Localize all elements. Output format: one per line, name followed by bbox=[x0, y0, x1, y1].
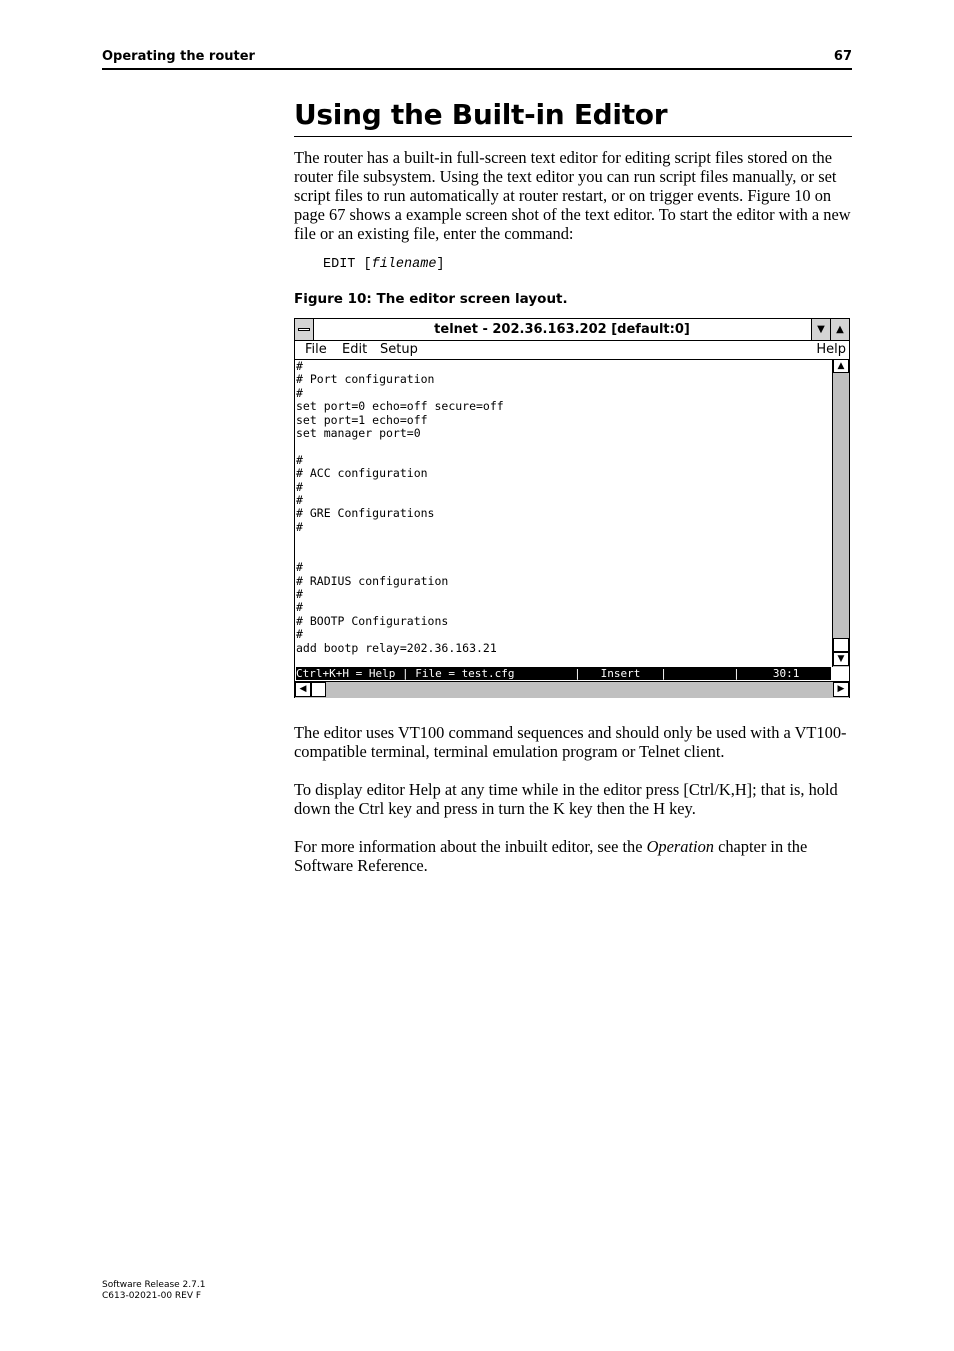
paragraph-vt100: The editor uses VT100 command sequences and should only be used with a VT100-compatible terminal, terminal emulation program or Telnet client. bbox=[294, 723, 847, 761]
more-info-italic: Operation bbox=[646, 837, 714, 856]
editor-line: # RADIUS configuration bbox=[296, 573, 449, 588]
scroll-right-icon[interactable]: ▶ bbox=[833, 682, 849, 697]
editor-line: # bbox=[296, 627, 303, 642]
editor-status-line: Ctrl+K+H = Help | File = test.cfg | Insert | | 30:1 bbox=[296, 667, 831, 680]
editor-line: # bbox=[296, 493, 303, 508]
editor-window-screenshot bbox=[294, 318, 850, 698]
editor-line bbox=[296, 548, 830, 561]
editor-line: # bbox=[296, 586, 303, 601]
editor-line: # bbox=[296, 479, 303, 494]
chapter-title: Operating the router bbox=[102, 49, 255, 64]
editor-line: # bbox=[296, 385, 303, 400]
command-keyword: EDIT [ bbox=[323, 257, 372, 272]
maximize-icon[interactable]: ▲ bbox=[830, 319, 849, 340]
system-menu-icon[interactable] bbox=[295, 319, 314, 340]
paragraph-help: To display editor Help at any time while in the editor press [Ctrl/K,H]; that is, hold down the Ctrl key and press in turn the K key then the H key. bbox=[294, 780, 838, 818]
more-info-after: chapter in the Software Reference. bbox=[294, 837, 808, 875]
editor-line: # bbox=[296, 560, 303, 575]
footer-release: Software Release 2.7.1 bbox=[102, 1280, 206, 1290]
scroll-left-icon[interactable]: ◀ bbox=[295, 682, 311, 697]
section-title: Using the Built-in Editor bbox=[294, 96, 852, 137]
scroll-down-icon[interactable]: ▼ bbox=[833, 652, 849, 666]
page-number: 67 bbox=[833, 49, 852, 64]
command-param: filename bbox=[371, 257, 437, 272]
editor-line: # ACC configuration bbox=[296, 466, 428, 481]
menu-bar bbox=[295, 341, 849, 360]
vertical-scroll-thumb[interactable] bbox=[833, 638, 849, 652]
menu-help[interactable]: Help bbox=[816, 342, 846, 357]
window-titlebar bbox=[295, 319, 849, 341]
command-suffix: ] bbox=[436, 257, 445, 272]
editor-line bbox=[296, 534, 830, 547]
editor-line: add bootp relay=202.36.163.21 bbox=[296, 640, 497, 655]
scroll-up-icon[interactable]: ▲ bbox=[833, 359, 849, 373]
horizontal-scrollbar[interactable] bbox=[295, 681, 849, 698]
paragraph-more-info bbox=[294, 837, 854, 875]
running-header bbox=[102, 47, 852, 70]
vertical-scrollbar[interactable] bbox=[832, 359, 849, 667]
page-footer bbox=[102, 1280, 205, 1302]
window-title: telnet - 202.36.163.202 [default:0] bbox=[434, 322, 690, 337]
editor-text-area[interactable] bbox=[296, 360, 830, 666]
editor-line: # BOOTP Configurations bbox=[296, 613, 449, 628]
editor-line: # GRE Configurations bbox=[296, 506, 435, 521]
editor-line: # bbox=[296, 360, 303, 373]
footer-doc-id: C613-02021-00 REV F bbox=[102, 1291, 202, 1301]
editor-line: set port=0 echo=off secure=off bbox=[296, 399, 504, 414]
editor-line: set port=1 echo=off bbox=[296, 412, 428, 427]
after-figure-text bbox=[294, 723, 854, 875]
editor-line bbox=[296, 440, 830, 453]
command-line bbox=[294, 252, 852, 272]
menu-file[interactable]: File bbox=[305, 342, 327, 357]
editor-line: # bbox=[296, 519, 303, 534]
horizontal-scroll-thumb[interactable] bbox=[311, 682, 326, 697]
menu-setup[interactable]: Setup bbox=[380, 342, 418, 357]
minimize-icon[interactable]: ▼ bbox=[811, 319, 830, 340]
figure-caption: Figure 10: The editor screen layout. bbox=[294, 291, 568, 307]
more-info-before: For more information about the inbuilt editor, see the bbox=[294, 837, 647, 856]
editor-line: # bbox=[296, 452, 303, 467]
editor-line: # bbox=[296, 600, 303, 615]
editor-line: set manager port=0 bbox=[296, 426, 421, 441]
editor-line: # Port configuration bbox=[296, 372, 435, 387]
intro-paragraph: The router has a built-in full-screen text editor for editing script files stored on the router file subsystem. Using the text editor you can run script files manually, or set script files to run automatically at router restart, or on trigger events. Figure 10 on page 67 shows a example screen shot of the text editor. To start the editor with a new file or an existing file, enter the command: bbox=[294, 148, 851, 243]
menu-edit[interactable]: Edit bbox=[342, 342, 368, 357]
main-content bbox=[294, 96, 852, 307]
